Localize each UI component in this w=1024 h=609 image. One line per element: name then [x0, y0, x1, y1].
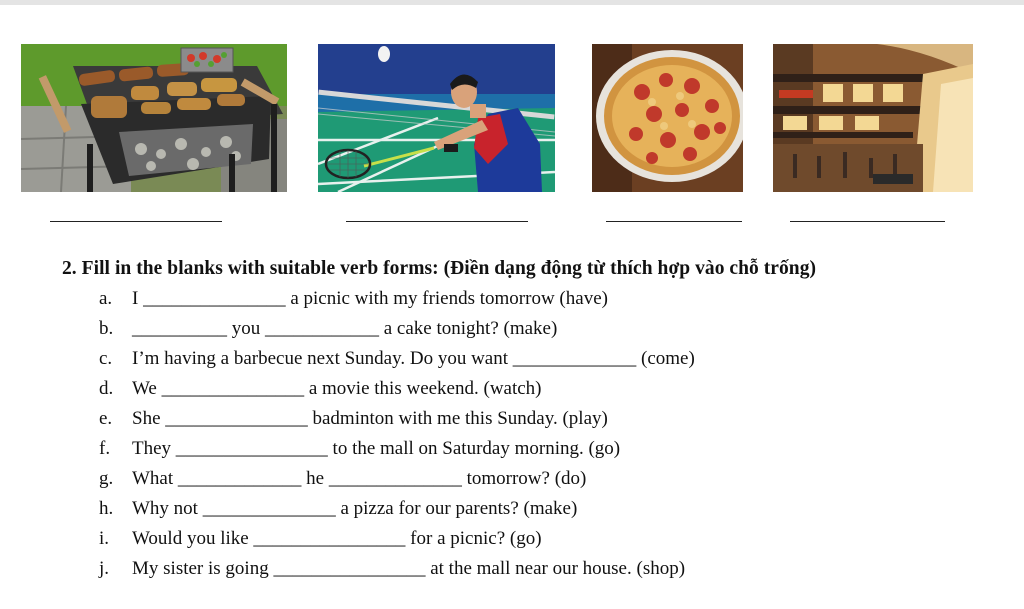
item-text: __________ you ____________ a cake tonight? (make) — [132, 318, 558, 339]
item-label: j. — [99, 558, 110, 579]
barbecue-grill-photo — [21, 44, 287, 192]
item-text: They ________________ to the mall on Saturday morning. (go) — [132, 438, 621, 459]
item-text: She _______________ badminton with me this Sunday. (play) — [132, 408, 608, 429]
answer-line-4[interactable] — [790, 221, 945, 222]
item-label: g. — [99, 468, 114, 489]
answer-line-1[interactable] — [50, 221, 222, 222]
item-text: Would you like ________________ for a picnic? (go) — [132, 528, 542, 549]
page-top-edge — [0, 0, 1024, 5]
item-label: a. — [99, 288, 113, 309]
item-text: My sister is going ________________ at the mall near our house. (shop) — [132, 558, 686, 579]
item-text: What _____________ he ______________ tomorrow? (do) — [132, 468, 587, 489]
exercise-heading: 2. Fill in the blanks with suitable verb forms: (Điền dạng động từ thích hợp vào chỗ trống) — [62, 258, 817, 279]
badminton-player-photo — [318, 44, 555, 192]
item-text: I _______________ a picnic with my friends tomorrow (have) — [132, 288, 608, 309]
item-label: f. — [99, 438, 111, 459]
item-text: I’m having a barbecue next Sunday. Do you want _____________ (come) — [132, 348, 695, 369]
shopping-mall-photo — [773, 44, 973, 192]
item-label: e. — [99, 408, 113, 429]
pizza-photo — [592, 44, 743, 192]
item-label: b. — [99, 318, 114, 339]
item-label: c. — [99, 348, 113, 369]
item-label: d. — [99, 378, 114, 399]
item-label: i. — [99, 528, 110, 549]
item-label: h. — [99, 498, 114, 519]
item-text: We _______________ a movie this weekend. (watch) — [132, 378, 542, 399]
answer-line-3[interactable] — [606, 221, 742, 222]
answer-line-2[interactable] — [346, 221, 528, 222]
item-text: Why not ______________ a pizza for our parents? (make) — [132, 498, 578, 519]
